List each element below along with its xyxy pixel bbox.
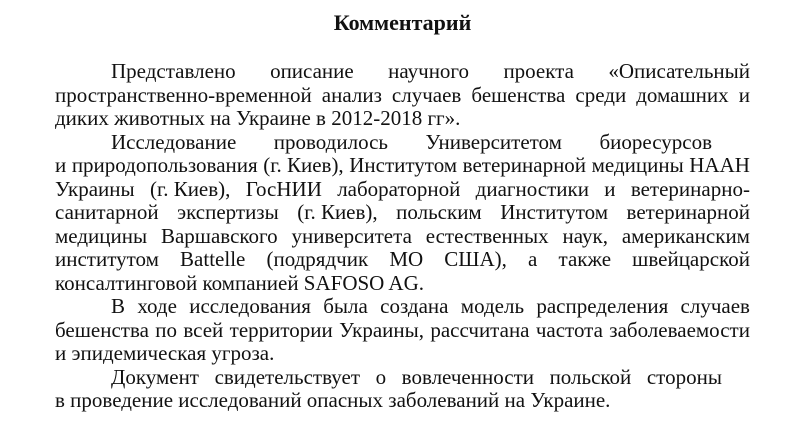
word: санитарной — [55, 200, 159, 224]
word: территории — [229, 317, 333, 342]
text-line — [55, 154, 750, 178]
document-title: Комментарий — [333, 10, 472, 35]
word: была — [323, 294, 368, 318]
word: научного — [388, 59, 470, 83]
word: исследования — [189, 294, 311, 318]
word: наук, — [562, 223, 608, 248]
text-line: консалтинговой компанией SAFOSO AG. — [55, 270, 425, 295]
word: свидетельствует — [214, 364, 361, 389]
paragraph-project-description — [55, 60, 750, 131]
word: пространственно-временной — [55, 82, 312, 107]
word: Варшавского — [160, 223, 278, 248]
word: рассчитана — [430, 317, 530, 342]
word: бешенства — [55, 317, 149, 342]
text-line — [55, 201, 750, 225]
word: описание — [270, 59, 354, 83]
text-line — [55, 295, 750, 319]
word: Документ — [111, 364, 199, 389]
word: польской — [549, 364, 632, 389]
paragraph-conclusion — [55, 366, 750, 413]
word: ходе — [137, 294, 177, 318]
text-line — [55, 84, 750, 108]
word: В — [111, 294, 126, 318]
text-line: диких животных на Украине в 2012-2018 гг». — [55, 106, 461, 130]
word: ветеринарной — [626, 200, 750, 224]
word: экспертизы — [177, 200, 279, 224]
word: НААН — [689, 153, 750, 177]
word: биоресурсов — [599, 129, 712, 154]
word: (подрядчик — [266, 247, 369, 271]
word: швейцарской — [632, 247, 750, 271]
word: и — [604, 176, 616, 201]
word: случаев — [680, 294, 750, 318]
text-line — [55, 366, 750, 390]
text-line — [55, 319, 750, 343]
paragraph-research-results — [55, 295, 750, 366]
text-line: и эпидемическая угроза. — [55, 341, 275, 365]
word: (г. Киев), — [263, 153, 344, 177]
word: также — [558, 247, 612, 271]
word: создана — [380, 294, 449, 318]
word: всей — [183, 317, 224, 342]
word: случаев — [391, 82, 462, 107]
word: бешенства — [471, 82, 566, 107]
word: частота — [535, 317, 603, 342]
word: медицины — [591, 153, 684, 177]
word: проекта — [503, 59, 574, 83]
word: а — [528, 247, 538, 271]
word: вовлеченности — [401, 364, 534, 389]
word: и — [55, 153, 67, 177]
text-line — [55, 131, 750, 155]
word: институтом — [55, 247, 159, 271]
word: университета — [291, 223, 412, 248]
word: Украины — [55, 176, 135, 201]
text-line — [55, 225, 750, 249]
document-page — [55, 8, 750, 413]
word: лабораторной — [337, 176, 461, 201]
word: Университетом — [425, 129, 562, 154]
text-line — [55, 60, 750, 84]
word: (г. Киев), — [297, 200, 378, 224]
word: домашних — [636, 82, 729, 107]
text-line: в проведение исследований опасных заболеваний на Украине. — [55, 388, 611, 412]
word: и — [738, 82, 750, 107]
word: Институтом — [349, 153, 458, 177]
word: «Описательный — [608, 59, 750, 83]
paragraph-research-participants — [55, 131, 750, 296]
word: Battelle — [180, 247, 246, 271]
word: США), — [444, 247, 507, 271]
word: модель — [460, 294, 525, 318]
text-line — [55, 248, 750, 272]
word: Украины, — [339, 317, 424, 342]
word: Институтом — [500, 200, 609, 224]
word: ГосНИИ — [245, 176, 322, 201]
word: ветеринарной — [462, 153, 587, 177]
word: по — [155, 317, 178, 342]
word: Представлено — [111, 59, 236, 83]
word: среди — [575, 82, 627, 107]
word: американским — [621, 223, 750, 248]
word: диагностики — [475, 176, 589, 201]
word: естественных — [425, 223, 549, 248]
word: о — [375, 364, 387, 389]
word: МО — [389, 247, 424, 271]
word: природопользования — [71, 153, 258, 177]
text-line — [55, 178, 750, 202]
word: проводилось — [273, 129, 388, 154]
word: медицины — [55, 223, 148, 248]
word: анализ — [321, 82, 382, 107]
word: Исследование — [111, 129, 237, 154]
word: заболеваемости — [609, 317, 750, 342]
word: распределения — [536, 294, 669, 318]
word: стороны — [646, 364, 722, 389]
word: польским — [396, 200, 482, 224]
word: ветеринарно- — [630, 176, 750, 201]
word: (г. Киев), — [149, 176, 231, 201]
